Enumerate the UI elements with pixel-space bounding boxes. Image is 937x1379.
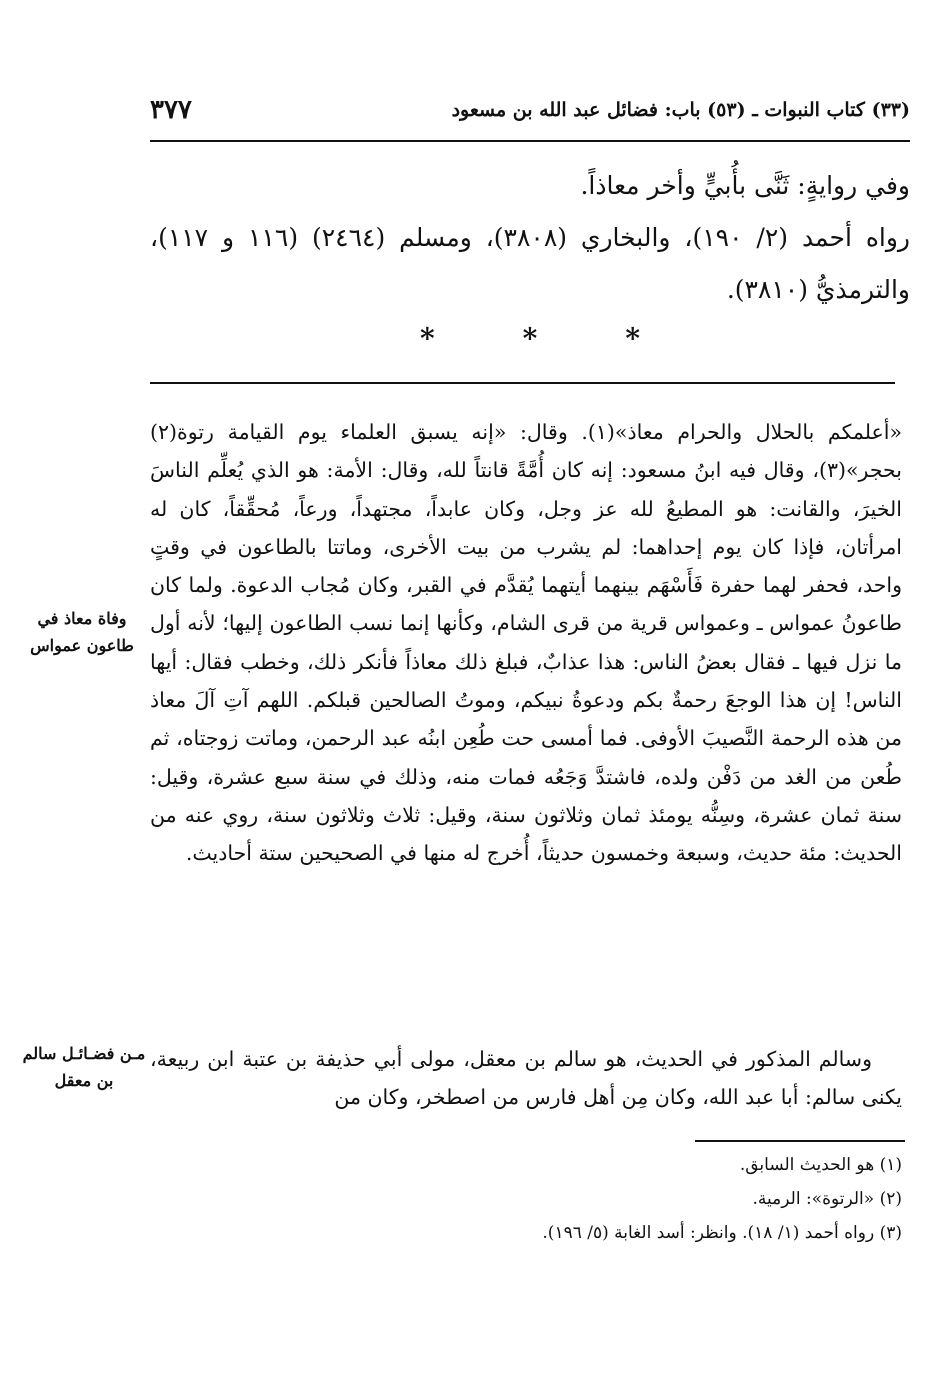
footnote-divider bbox=[695, 1140, 905, 1142]
running-title: (٣٣) كتاب النبوات ـ (٥٣) باب: فضائل عبد الله بن مسعود bbox=[451, 99, 910, 121]
footnote: (٢) «الرتوة»: الرمية. bbox=[752, 1189, 902, 1209]
section-separator bbox=[420, 322, 640, 355]
commentary-text bbox=[150, 413, 902, 873]
footnote: (٣) رواه أحمد (١/ ١٨). وانظر: أسد الغابة (٥/ ١٩٦). bbox=[542, 1223, 902, 1243]
commentary-text-2 bbox=[150, 1040, 902, 1117]
page-header bbox=[150, 95, 910, 135]
source-citation: رواه أحمد (٢/ ١٩٠)، والبخاري (٣٨٠٨)، ومسلم (٢٤٦٤) (١١٦ و ١١٧)، والترمذيُّ (٣٨١٠). bbox=[150, 223, 911, 304]
asterisk: * bbox=[522, 322, 538, 355]
margin-note-muadh-death: وفاة معاذ في طاعون عمواس bbox=[30, 609, 134, 655]
header-divider bbox=[150, 140, 910, 142]
narration-line: وفي روايةٍ: ثَنَّى بأُبيٍّ وأخر معاذاً. bbox=[580, 171, 910, 200]
top-text-block bbox=[150, 160, 910, 316]
section-divider bbox=[150, 382, 895, 384]
commentary-paragraph: وسالم المذكور في الحديث، هو سالم بن معقل، مولى أبي حذيفة بن عتبة ابن ربيعة، يكنى سالم: أبا عبد الله، وكان مِن أهل فارس من اصطخر، وكان من bbox=[150, 1047, 902, 1110]
asterisk: * bbox=[420, 322, 435, 355]
margin-note-salim-virtues: مـن فضـائـل سالم بن معقل bbox=[22, 1044, 146, 1090]
page-number: ٣٧٧ bbox=[150, 95, 192, 125]
asterisk: * bbox=[625, 322, 640, 355]
footnotes bbox=[150, 1148, 902, 1250]
footnote: (١) هو الحديث السابق. bbox=[739, 1155, 902, 1175]
commentary-paragraph: «أعلمكم بالحلال والحرام معاذ»(١). وقال: «إنه يسبق العلماء يوم القيامة رتوة(٢) بحجر»(٣)، وقال فيه ابنُ مسعود: إنه كان أُمَّةً قانتاً لله، وقال: الأمة: هو الذي يُعلِّم الناسَ الخيرَ، والقانت: هو المطيعُ لله عز وجل، وكان عابداً، مجتهداً، ورعاً، مُحقِّقاً، كان له امرأتان، فإذا كان يوم إحداهما: لم يشرب من بيت الأخرى، وماتتا بالطاعون في وقتٍ واحد، فحفر لهما حفرة فَأَسْهَم بينهما أيتهما يُقدَّم في القبر، وكان مُجاب الدعوة. ولما كان طاعونُ عمواس ـ وعمواس قرية من قرى الشام، وكأنها إنما نسب الطاعون إليها؛ لأنه أول ما نزل فيها ـ فقال بعضُ الناس: هذا عذابٌ، فبلغ ذلك معاذاً فأنكر ذلك، وخطب فقال: أيها الناس! إن هذا الوجعَ رحمةٌ بكم ودعوةُ نبيكم، وموتُ الصالحين قبلكم. اللهم آتِ آلَ معاذ من هذه الرحمة النَّصيبَ الأوفى. فما أمسى حت طُعِن ابنُه عبد الرحمن، وماتت زوجتاه، ثم طُعن من الغد من دَفْن ولده، فاشتدَّ وَجَعُه فمات منه، وذلك في سنة سبع عشرة، وقيل: سنة ثمان عشرة، وسِنُّه يومئذ ثمان وثلاثون سنة، وقيل: ثلاث وثلاثون سنة، روي عنه من الحديث: مئة حديث، وسبعة وخمسون حديثاً، أُخرج له منها في الصحيحين ستة أحاديث. bbox=[150, 420, 903, 866]
